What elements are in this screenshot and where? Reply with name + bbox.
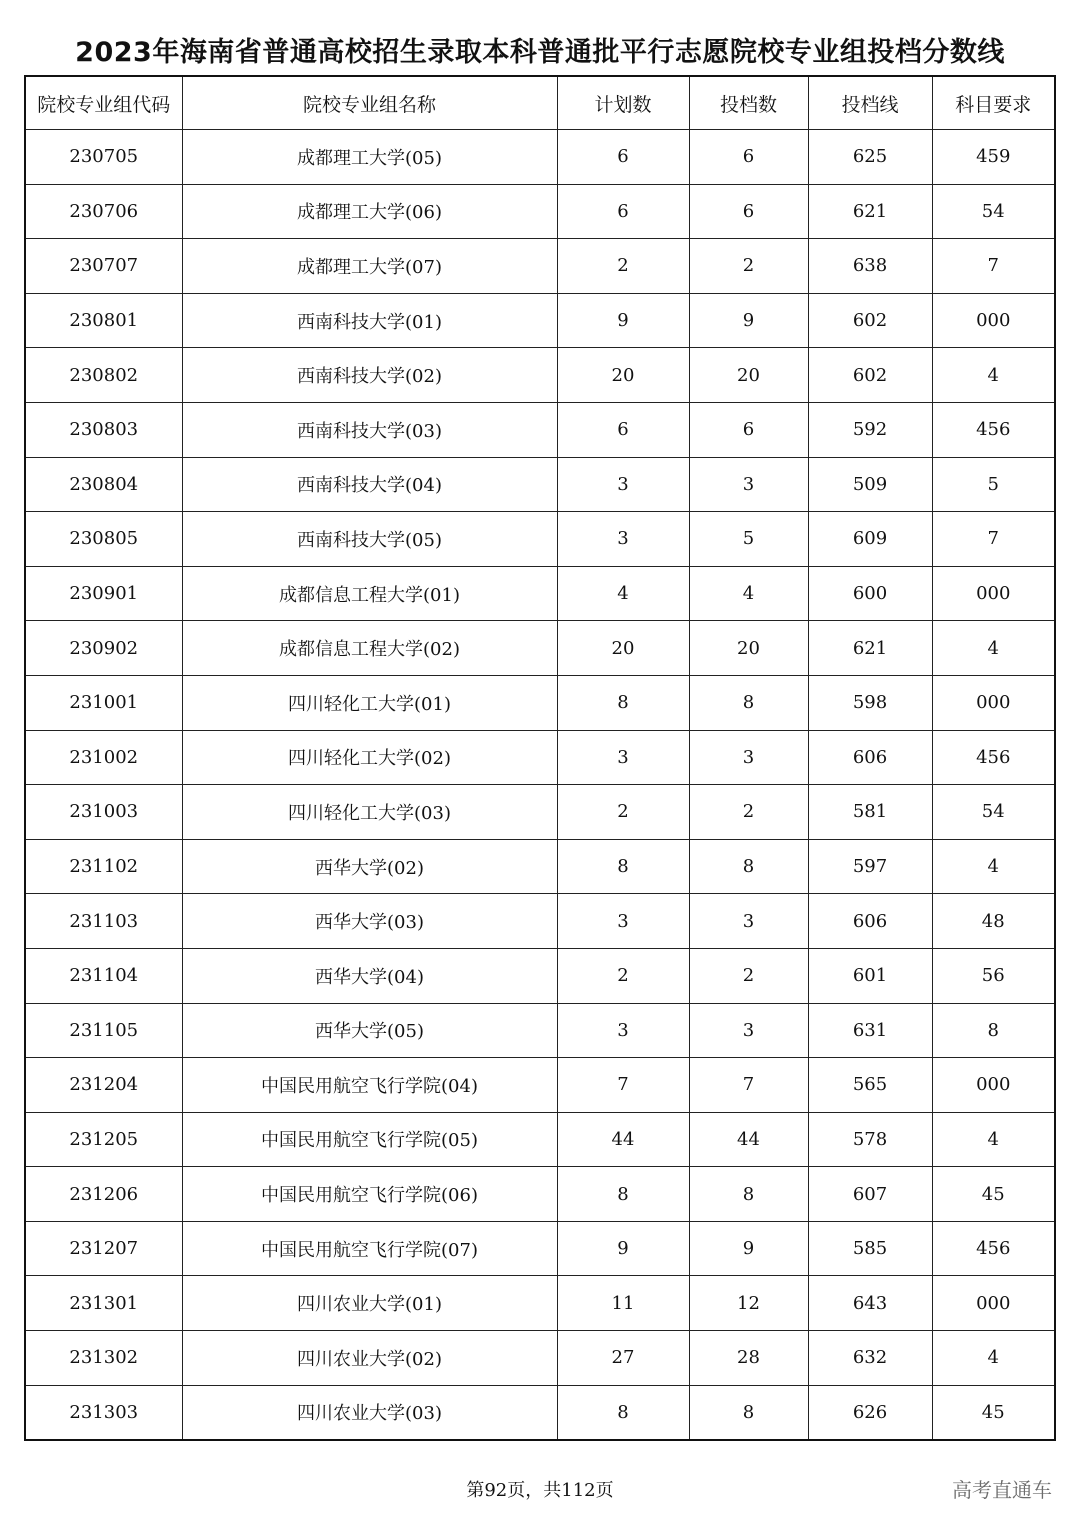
cell-cutoff-score: 578 <box>808 1112 932 1167</box>
cell-group-code: 231102 <box>25 839 182 894</box>
cell-group-name: 四川农业大学(03) <box>182 1385 557 1440</box>
cell-subject-req: 456 <box>932 402 1055 457</box>
cell-filed-count: 2 <box>689 239 808 294</box>
cell-cutoff-score: 597 <box>808 839 932 894</box>
cell-filed-count: 9 <box>689 293 808 348</box>
cell-group-name: 四川轻化工大学(01) <box>182 675 557 730</box>
cell-group-code: 230805 <box>25 512 182 567</box>
cell-group-code: 230802 <box>25 348 182 403</box>
cell-cutoff-score: 626 <box>808 1385 932 1440</box>
cell-cutoff-score: 598 <box>808 675 932 730</box>
table-row <box>25 1221 1055 1276</box>
cell-cutoff-score: 621 <box>808 621 932 676</box>
cell-subject-req: 000 <box>932 1276 1055 1331</box>
cell-plan-count: 7 <box>557 1058 689 1113</box>
cell-cutoff-score: 607 <box>808 1167 932 1222</box>
cell-group-name: 中国民用航空飞行学院(05) <box>182 1112 557 1167</box>
cell-subject-req: 5 <box>932 457 1055 512</box>
cell-filed-count: 28 <box>689 1331 808 1386</box>
cell-plan-count: 3 <box>557 457 689 512</box>
page-number: 第92页，共112页 <box>466 1480 614 1501</box>
cell-group-name: 成都理工大学(07) <box>182 239 557 294</box>
cell-subject-req: 000 <box>932 566 1055 621</box>
table-header-row <box>25 76 1055 130</box>
cell-group-name: 西华大学(05) <box>182 1003 557 1058</box>
table-row <box>25 348 1055 403</box>
cell-plan-count: 3 <box>557 894 689 949</box>
table-row <box>25 184 1055 239</box>
cell-group-code: 231206 <box>25 1167 182 1222</box>
table-row <box>25 948 1055 1003</box>
cell-filed-count: 3 <box>689 730 808 785</box>
table-row <box>25 1276 1055 1331</box>
cell-subject-req: 56 <box>932 948 1055 1003</box>
cell-plan-count: 27 <box>557 1331 689 1386</box>
cell-group-code: 231104 <box>25 948 182 1003</box>
header-group-code: 院校专业组代码 <box>25 76 182 130</box>
cell-cutoff-score: 609 <box>808 512 932 567</box>
table-row <box>25 1112 1055 1167</box>
cell-subject-req: 4 <box>932 839 1055 894</box>
table-row <box>25 1331 1055 1386</box>
cell-plan-count: 44 <box>557 1112 689 1167</box>
cell-subject-req: 4 <box>932 621 1055 676</box>
cell-subject-req: 45 <box>932 1167 1055 1222</box>
cell-subject-req: 000 <box>932 293 1055 348</box>
cell-cutoff-score: 638 <box>808 239 932 294</box>
admission-score-table <box>24 75 1056 1441</box>
cell-subject-req: 456 <box>932 730 1055 785</box>
cell-plan-count: 20 <box>557 348 689 403</box>
cell-plan-count: 8 <box>557 1167 689 1222</box>
cell-filed-count: 3 <box>689 894 808 949</box>
cell-plan-count: 6 <box>557 184 689 239</box>
table-row <box>25 293 1055 348</box>
cell-plan-count: 9 <box>557 293 689 348</box>
table-row <box>25 130 1055 185</box>
cell-group-code: 231301 <box>25 1276 182 1331</box>
table-row <box>25 239 1055 294</box>
cell-group-code: 231207 <box>25 1221 182 1276</box>
cell-cutoff-score: 625 <box>808 130 932 185</box>
cell-group-name: 四川农业大学(02) <box>182 1331 557 1386</box>
cell-filed-count: 8 <box>689 839 808 894</box>
cell-filed-count: 3 <box>689 457 808 512</box>
table-row <box>25 402 1055 457</box>
cell-plan-count: 2 <box>557 239 689 294</box>
cell-cutoff-score: 592 <box>808 402 932 457</box>
cell-subject-req: 456 <box>932 1221 1055 1276</box>
cell-subject-req: 4 <box>932 348 1055 403</box>
cell-subject-req: 000 <box>932 1058 1055 1113</box>
table-row <box>25 512 1055 567</box>
cell-cutoff-score: 509 <box>808 457 932 512</box>
cell-group-code: 230902 <box>25 621 182 676</box>
cell-cutoff-score: 602 <box>808 348 932 403</box>
cell-group-name: 西南科技大学(04) <box>182 457 557 512</box>
cell-group-name: 西南科技大学(03) <box>182 402 557 457</box>
cell-subject-req: 8 <box>932 1003 1055 1058</box>
header-cutoff-score: 投档线 <box>808 76 932 130</box>
cell-subject-req: 7 <box>932 239 1055 294</box>
cell-filed-count: 9 <box>689 1221 808 1276</box>
table-row <box>25 621 1055 676</box>
cell-cutoff-score: 602 <box>808 293 932 348</box>
cell-group-name: 西南科技大学(02) <box>182 348 557 403</box>
cell-group-name: 成都信息工程大学(01) <box>182 566 557 621</box>
cell-cutoff-score: 565 <box>808 1058 932 1113</box>
table-row <box>25 1385 1055 1440</box>
cell-group-code: 230801 <box>25 293 182 348</box>
page-title: 2023年海南省普通高校招生录取本科普通批平行志愿院校专业组投档分数线 <box>75 37 1005 68</box>
cell-filed-count: 8 <box>689 1385 808 1440</box>
table-row <box>25 785 1055 840</box>
table-row <box>25 566 1055 621</box>
cell-filed-count: 6 <box>689 402 808 457</box>
cell-filed-count: 6 <box>689 130 808 185</box>
cell-group-code: 230705 <box>25 130 182 185</box>
cell-plan-count: 4 <box>557 566 689 621</box>
cell-group-code: 230901 <box>25 566 182 621</box>
cell-cutoff-score: 600 <box>808 566 932 621</box>
cell-group-name: 西华大学(03) <box>182 894 557 949</box>
cell-cutoff-score: 601 <box>808 948 932 1003</box>
cell-filed-count: 44 <box>689 1112 808 1167</box>
cell-plan-count: 3 <box>557 512 689 567</box>
cell-filed-count: 6 <box>689 184 808 239</box>
cell-plan-count: 2 <box>557 785 689 840</box>
cell-filed-count: 4 <box>689 566 808 621</box>
table-row <box>25 675 1055 730</box>
cell-subject-req: 7 <box>932 512 1055 567</box>
cell-group-name: 中国民用航空飞行学院(07) <box>182 1221 557 1276</box>
cell-group-name: 西南科技大学(05) <box>182 512 557 567</box>
cell-filed-count: 2 <box>689 948 808 1003</box>
cell-cutoff-score: 585 <box>808 1221 932 1276</box>
table-row <box>25 457 1055 512</box>
cell-group-name: 成都理工大学(05) <box>182 130 557 185</box>
table-row <box>25 1003 1055 1058</box>
cell-subject-req: 459 <box>932 130 1055 185</box>
cell-group-name: 成都理工大学(06) <box>182 184 557 239</box>
cell-plan-count: 3 <box>557 1003 689 1058</box>
cell-filed-count: 20 <box>689 621 808 676</box>
cell-plan-count: 2 <box>557 948 689 1003</box>
table-row <box>25 1167 1055 1222</box>
cell-group-code: 231205 <box>25 1112 182 1167</box>
cell-group-code: 231204 <box>25 1058 182 1113</box>
cell-group-code: 230803 <box>25 402 182 457</box>
cell-cutoff-score: 631 <box>808 1003 932 1058</box>
cell-group-code: 231001 <box>25 675 182 730</box>
cell-filed-count: 8 <box>689 1167 808 1222</box>
cell-plan-count: 8 <box>557 675 689 730</box>
cell-filed-count: 2 <box>689 785 808 840</box>
cell-plan-count: 8 <box>557 1385 689 1440</box>
cell-group-name: 西华大学(02) <box>182 839 557 894</box>
header-plan-count: 计划数 <box>557 76 689 130</box>
cell-cutoff-score: 606 <box>808 730 932 785</box>
cell-group-name: 西华大学(04) <box>182 948 557 1003</box>
cell-subject-req: 54 <box>932 184 1055 239</box>
table-row <box>25 730 1055 785</box>
cell-subject-req: 45 <box>932 1385 1055 1440</box>
cell-group-name: 中国民用航空飞行学院(04) <box>182 1058 557 1113</box>
cell-filed-count: 20 <box>689 348 808 403</box>
header-filed-count: 投档数 <box>689 76 808 130</box>
cell-group-code: 231302 <box>25 1331 182 1386</box>
cell-group-name: 四川农业大学(01) <box>182 1276 557 1331</box>
cell-filed-count: 8 <box>689 675 808 730</box>
cell-cutoff-score: 606 <box>808 894 932 949</box>
cell-group-code: 231103 <box>25 894 182 949</box>
cell-subject-req: 54 <box>932 785 1055 840</box>
cell-filed-count: 3 <box>689 1003 808 1058</box>
cell-cutoff-score: 621 <box>808 184 932 239</box>
cell-subject-req: 48 <box>932 894 1055 949</box>
cell-group-code: 231105 <box>25 1003 182 1058</box>
cell-group-name: 成都信息工程大学(02) <box>182 621 557 676</box>
cell-subject-req: 4 <box>932 1112 1055 1167</box>
cell-plan-count: 3 <box>557 730 689 785</box>
cell-group-code: 231303 <box>25 1385 182 1440</box>
cell-group-name: 西南科技大学(01) <box>182 293 557 348</box>
header-group-name: 院校专业组名称 <box>182 76 557 130</box>
cell-filed-count: 5 <box>689 512 808 567</box>
cell-plan-count: 6 <box>557 130 689 185</box>
cell-filed-count: 12 <box>689 1276 808 1331</box>
cell-cutoff-score: 632 <box>808 1331 932 1386</box>
cell-group-code: 230804 <box>25 457 182 512</box>
watermark-text: 高考直通车 <box>952 1478 1052 1502</box>
table-row <box>25 894 1055 949</box>
cell-group-code: 231002 <box>25 730 182 785</box>
cell-subject-req: 000 <box>932 675 1055 730</box>
cell-group-name: 四川轻化工大学(02) <box>182 730 557 785</box>
cell-filed-count: 7 <box>689 1058 808 1113</box>
cell-plan-count: 9 <box>557 1221 689 1276</box>
cell-group-code: 230706 <box>25 184 182 239</box>
table-row <box>25 839 1055 894</box>
header-subject-req: 科目要求 <box>932 76 1055 130</box>
cell-plan-count: 6 <box>557 402 689 457</box>
cell-group-name: 四川轻化工大学(03) <box>182 785 557 840</box>
cell-group-code: 231003 <box>25 785 182 840</box>
cell-subject-req: 4 <box>932 1331 1055 1386</box>
cell-group-code: 230707 <box>25 239 182 294</box>
cell-cutoff-score: 643 <box>808 1276 932 1331</box>
table-row <box>25 1058 1055 1113</box>
cell-plan-count: 8 <box>557 839 689 894</box>
cell-group-name: 中国民用航空飞行学院(06) <box>182 1167 557 1222</box>
cell-plan-count: 11 <box>557 1276 689 1331</box>
cell-plan-count: 20 <box>557 621 689 676</box>
cell-cutoff-score: 581 <box>808 785 932 840</box>
